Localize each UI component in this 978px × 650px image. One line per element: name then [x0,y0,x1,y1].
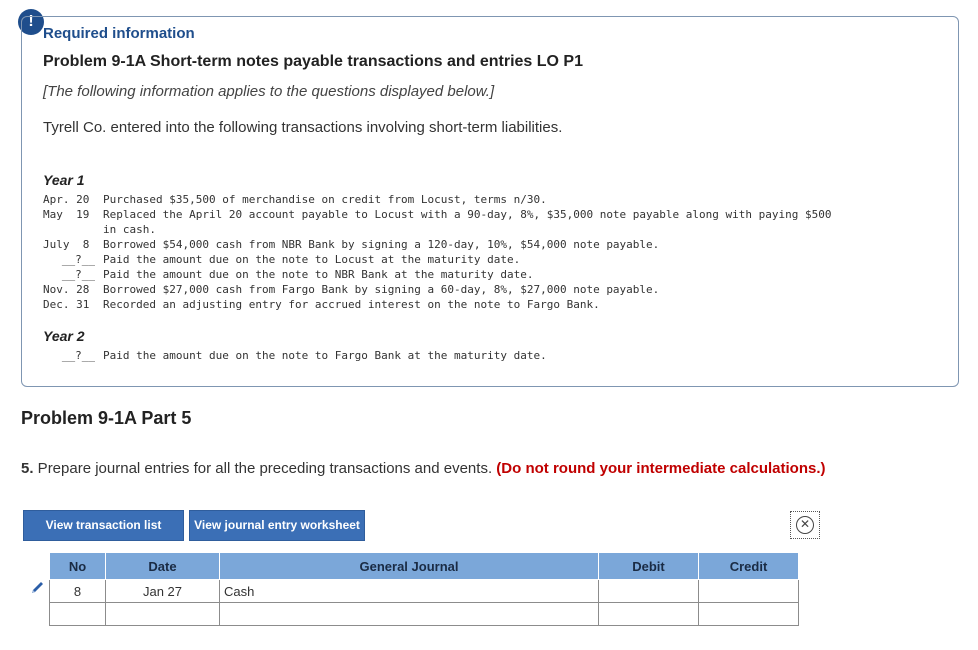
transaction-date: May 19 [43,208,90,221]
cell-date[interactable]: Jan 27 [106,580,220,603]
transaction-desc: Borrowed $54,000 cash from NBR Bank by signing a 120-day, 10%, $54,000 note payable. [103,238,660,251]
alert-icon: ! [18,9,44,35]
transaction-desc: Borrowed $27,000 cash from Fargo Bank by signing a 60-day, 8%, $27,000 note payable. [103,283,660,296]
table-row [50,603,799,626]
header-no: No [50,553,106,580]
journal-table [49,552,799,626]
cell-debit[interactable] [599,603,699,626]
cell-debit[interactable] [599,580,699,603]
cell-credit[interactable] [699,580,799,603]
close-icon: ✕ [796,516,814,534]
header-debit: Debit [599,553,699,580]
cell-no [50,603,106,626]
transaction-desc: Recorded an adjusting entry for accrued interest on the note to Fargo Bank. [103,298,600,311]
transaction-desc: Paid the amount due on the note to NBR Bank at the maturity date. [103,268,534,281]
cell-credit[interactable] [699,603,799,626]
problem-title: Problem 9-1A Short-term notes payable transactions and entries LO P1 [43,53,583,70]
table-row [50,580,799,603]
transaction-date: __?__ [61,349,95,362]
transaction-desc: Purchased $35,500 of merchandise on credit from Locust, terms n/30. [103,193,547,206]
transaction-date: Apr. 20 [43,193,90,206]
view-transaction-list-button[interactable]: View transaction list [23,510,184,541]
required-info-heading: Required information [43,25,195,42]
view-journal-worksheet-button[interactable]: View journal entry worksheet [189,510,365,541]
cell-date[interactable] [106,603,220,626]
header-date: Date [106,553,220,580]
year-1-label: Year 1 [43,172,85,188]
part-title: Problem 9-1A Part 5 [21,408,192,428]
intro-text: Tyrell Co. entered into the following transactions involving short-term liabilities. [43,119,563,136]
transaction-desc: Replaced the April 20 account payable to Locust with a 90-day, 8%, $35,000 note payable along with paying $500 [103,208,832,221]
transaction-date: Nov. 28 [43,283,90,296]
transaction-date: __?__ [61,268,95,281]
year-2-label: Year 2 [43,328,85,344]
pencil-icon[interactable] [29,580,47,596]
close-button[interactable] [790,511,820,539]
info-note: [The following information applies to the questions displayed below.] [43,83,495,100]
header-credit: Credit [699,553,799,580]
transaction-desc: Paid the amount due on the note to Locust at the maturity date. [103,253,521,266]
transaction-date: __?__ [61,253,95,266]
cell-account[interactable] [220,603,599,626]
header-general-journal: General Journal [220,553,599,580]
cell-account[interactable]: Cash [220,580,599,603]
transaction-date: July 8 [43,238,90,251]
cell-no: 8 [50,580,106,603]
transaction-date: Dec. 31 [43,298,90,311]
transaction-desc: Paid the amount due on the note to Fargo Bank at the maturity date. [103,349,547,362]
transaction-desc: in cash. [103,223,156,236]
instruction-text: 5. Prepare journal entries for all the preceding transactions and events. (Do not round your intermediate calculations.) [21,460,826,477]
